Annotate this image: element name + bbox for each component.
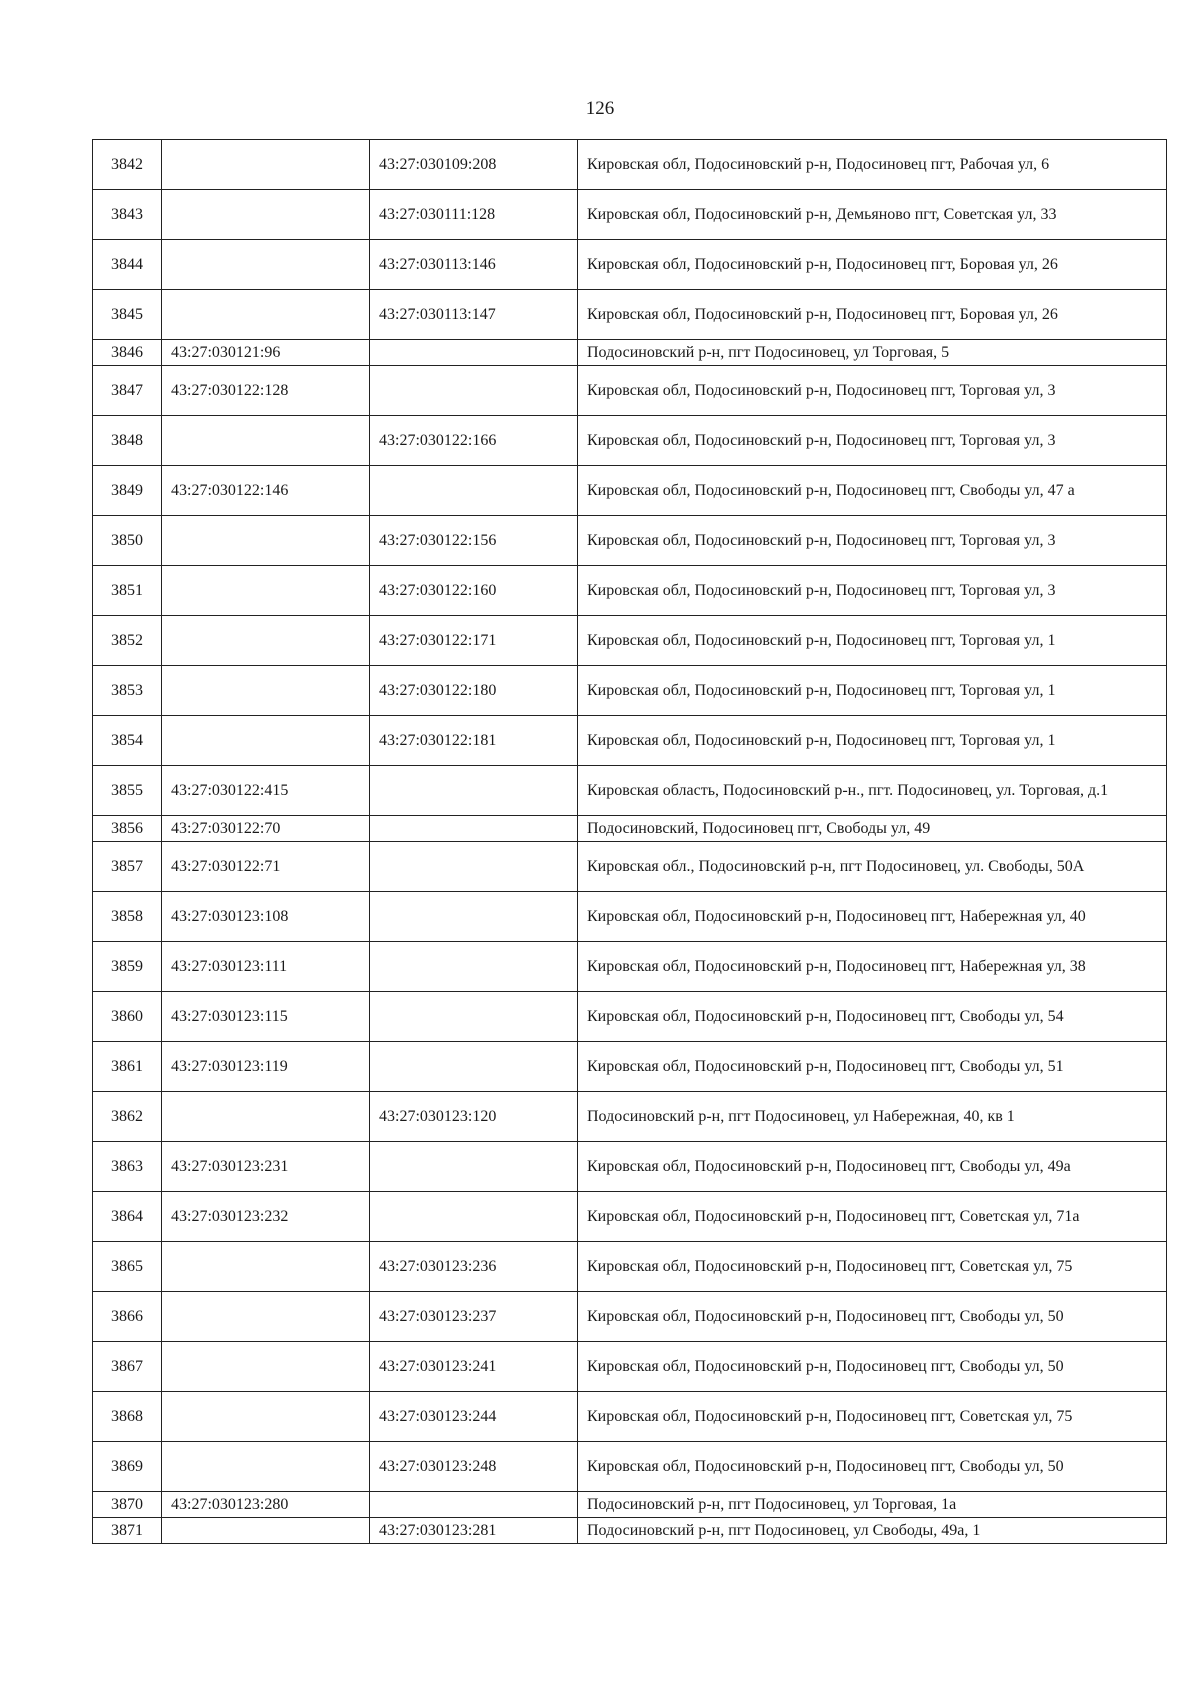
row-number-cell: 3864 — [93, 1192, 162, 1242]
table-row — [93, 240, 1167, 290]
cadastral-number-a-cell: 43:27:030123:108 — [162, 892, 370, 942]
row-number-cell: 3847 — [93, 366, 162, 416]
cadastral-number-a-cell — [162, 1518, 370, 1544]
address-cell: Кировская обл, Подосиновский р-н, Подосиновец пгт, Свободы ул, 47 а — [578, 466, 1167, 516]
table-row — [93, 1342, 1167, 1392]
cadastral-number-a-cell — [162, 1242, 370, 1292]
cadastral-number-b-cell — [370, 1042, 578, 1092]
table-row — [93, 140, 1167, 190]
row-number-cell: 3843 — [93, 190, 162, 240]
address-cell: Кировская область, Подосиновский р-н., пгт. Подосиновец, ул. Торговая, д.1 — [578, 766, 1167, 816]
cadastral-number-a-cell — [162, 666, 370, 716]
cadastral-number-b-cell: 43:27:030111:128 — [370, 190, 578, 240]
table-row — [93, 1042, 1167, 1092]
row-number-cell: 3857 — [93, 842, 162, 892]
row-number-cell: 3851 — [93, 566, 162, 616]
cadastral-number-b-cell — [370, 942, 578, 992]
cadastral-number-b-cell: 43:27:030122:171 — [370, 616, 578, 666]
row-number-cell: 3868 — [93, 1392, 162, 1442]
cadastral-number-b-cell: 43:27:030123:248 — [370, 1442, 578, 1492]
row-number-cell: 3848 — [93, 416, 162, 466]
address-cell: Кировская обл, Подосиновский р-н, Подосиновец пгт, Свободы ул, 51 — [578, 1042, 1167, 1092]
row-number-cell: 3860 — [93, 992, 162, 1042]
registry-table-body — [93, 140, 1167, 1544]
table-row — [93, 416, 1167, 466]
table-row — [93, 1092, 1167, 1142]
row-number-cell: 3846 — [93, 340, 162, 366]
row-number-cell: 3842 — [93, 140, 162, 190]
address-cell: Кировская обл, Подосиновский р-н, Подосиновец пгт, Свободы ул, 50 — [578, 1342, 1167, 1392]
table-row — [93, 1142, 1167, 1192]
address-cell: Подосиновский р-н, пгт Подосиновец, ул Набережная, 40, кв 1 — [578, 1092, 1167, 1142]
cadastral-number-b-cell — [370, 992, 578, 1042]
cadastral-number-a-cell: 43:27:030122:146 — [162, 466, 370, 516]
row-number-cell: 3866 — [93, 1292, 162, 1342]
row-number-cell: 3856 — [93, 816, 162, 842]
cadastral-number-a-cell: 43:27:030122:70 — [162, 816, 370, 842]
address-cell: Кировская обл, Подосиновский р-н, Подосиновец пгт, Свободы ул, 50 — [578, 1292, 1167, 1342]
cadastral-number-a-cell — [162, 1442, 370, 1492]
cadastral-number-b-cell: 43:27:030113:147 — [370, 290, 578, 340]
cadastral-number-a-cell: 43:27:030123:280 — [162, 1492, 370, 1518]
address-cell: Кировская обл, Подосиновский р-н, Подосиновец пгт, Торговая ул, 3 — [578, 516, 1167, 566]
table-row — [93, 190, 1167, 240]
row-number-cell: 3870 — [93, 1492, 162, 1518]
cadastral-number-a-cell — [162, 1092, 370, 1142]
cadastral-number-a-cell — [162, 1342, 370, 1392]
row-number-cell: 3871 — [93, 1518, 162, 1544]
cadastral-number-b-cell: 43:27:030122:181 — [370, 716, 578, 766]
address-cell: Кировская обл, Подосиновский р-н, Подосиновец пгт, Свободы ул, 54 — [578, 992, 1167, 1042]
address-cell: Кировская обл, Подосиновский р-н, Подосиновец пгт, Боровая ул, 26 — [578, 240, 1167, 290]
row-number-cell: 3858 — [93, 892, 162, 942]
cadastral-number-a-cell: 43:27:030123:232 — [162, 1192, 370, 1242]
address-cell: Подосиновский р-н, пгт Подосиновец, ул Торговая, 1а — [578, 1492, 1167, 1518]
cadastral-number-a-cell — [162, 1292, 370, 1342]
cadastral-number-b-cell — [370, 1142, 578, 1192]
cadastral-number-a-cell: 43:27:030123:115 — [162, 992, 370, 1042]
cadastral-number-a-cell — [162, 240, 370, 290]
address-cell: Кировская обл, Подосиновский р-н, Подосиновец пгт, Набережная ул, 40 — [578, 892, 1167, 942]
cadastral-number-a-cell: 43:27:030123:119 — [162, 1042, 370, 1092]
cadastral-number-a-cell — [162, 516, 370, 566]
cadastral-number-b-cell: 43:27:030123:244 — [370, 1392, 578, 1442]
address-cell: Кировская обл, Подосиновский р-н, Подосиновец пгт, Свободы ул, 49а — [578, 1142, 1167, 1192]
cadastral-number-b-cell: 43:27:030122:180 — [370, 666, 578, 716]
row-number-cell: 3850 — [93, 516, 162, 566]
row-number-cell: 3855 — [93, 766, 162, 816]
address-cell: Кировская обл, Подосиновский р-н, Подосиновец пгт, Свободы ул, 50 — [578, 1442, 1167, 1492]
address-cell: Кировская обл, Подосиновский р-н, Подосиновец пгт, Рабочая ул, 6 — [578, 140, 1167, 190]
address-cell: Кировская обл, Подосиновский р-н, Подосиновец пгт, Боровая ул, 26 — [578, 290, 1167, 340]
cadastral-number-b-cell: 43:27:030122:166 — [370, 416, 578, 466]
table-row — [93, 616, 1167, 666]
address-cell: Подосиновский, Подосиновец пгт, Свободы ул, 49 — [578, 816, 1167, 842]
registry-table — [92, 139, 1167, 1544]
address-cell: Кировская обл, Подосиновский р-н, Подосиновец пгт, Советская ул, 75 — [578, 1242, 1167, 1292]
cadastral-number-b-cell — [370, 842, 578, 892]
cadastral-number-a-cell: 43:27:030122:415 — [162, 766, 370, 816]
cadastral-number-b-cell: 43:27:030123:120 — [370, 1092, 578, 1142]
row-number-cell: 3852 — [93, 616, 162, 666]
table-row — [93, 1192, 1167, 1242]
cadastral-number-a-cell — [162, 290, 370, 340]
table-row — [93, 1492, 1167, 1518]
cadastral-number-b-cell: 43:27:030122:156 — [370, 516, 578, 566]
table-row — [93, 1392, 1167, 1442]
cadastral-number-b-cell: 43:27:030122:160 — [370, 566, 578, 616]
row-number-cell: 3869 — [93, 1442, 162, 1492]
cadastral-number-b-cell — [370, 466, 578, 516]
address-cell: Кировская обл, Подосиновский р-н, Подосиновец пгт, Торговая ул, 3 — [578, 416, 1167, 466]
cadastral-number-a-cell — [162, 566, 370, 616]
address-cell: Кировская обл, Подосиновский р-н, Подосиновец пгт, Советская ул, 71а — [578, 1192, 1167, 1242]
row-number-cell: 3853 — [93, 666, 162, 716]
table-row — [93, 842, 1167, 892]
table-row — [93, 816, 1167, 842]
address-cell: Кировская обл, Подосиновский р-н, Подосиновец пгт, Набережная ул, 38 — [578, 942, 1167, 992]
cadastral-number-b-cell — [370, 340, 578, 366]
row-number-cell: 3862 — [93, 1092, 162, 1142]
table-row — [93, 516, 1167, 566]
address-cell: Кировская обл., Подосиновский р-н, пгт Подосиновец, ул. Свободы, 50А — [578, 842, 1167, 892]
table-row — [93, 1242, 1167, 1292]
cadastral-number-a-cell: 43:27:030123:231 — [162, 1142, 370, 1192]
address-cell: Кировская обл, Подосиновский р-н, Демьяново пгт, Советская ул, 33 — [578, 190, 1167, 240]
table-row — [93, 1518, 1167, 1544]
cadastral-number-a-cell — [162, 190, 370, 240]
cadastral-number-b-cell: 43:27:030113:146 — [370, 240, 578, 290]
page-number: 126 — [585, 98, 615, 119]
cadastral-number-b-cell — [370, 1492, 578, 1518]
cadastral-number-a-cell — [162, 416, 370, 466]
cadastral-number-a-cell: 43:27:030122:128 — [162, 366, 370, 416]
address-cell: Подосиновский р-н, пгт Подосиновец, ул Торговая, 5 — [578, 340, 1167, 366]
row-number-cell: 3863 — [93, 1142, 162, 1192]
address-cell: Кировская обл, Подосиновский р-н, Подосиновец пгт, Торговая ул, 1 — [578, 716, 1167, 766]
row-number-cell: 3861 — [93, 1042, 162, 1092]
table-row — [93, 1442, 1167, 1492]
table-row — [93, 366, 1167, 416]
cadastral-number-b-cell: 43:27:030109:208 — [370, 140, 578, 190]
cadastral-number-a-cell: 43:27:030123:111 — [162, 942, 370, 992]
cadastral-number-b-cell: 43:27:030123:241 — [370, 1342, 578, 1392]
cadastral-number-b-cell — [370, 816, 578, 842]
table-row — [93, 340, 1167, 366]
table-row — [93, 290, 1167, 340]
cadastral-number-b-cell — [370, 1192, 578, 1242]
cadastral-number-b-cell: 43:27:030123:281 — [370, 1518, 578, 1544]
row-number-cell: 3865 — [93, 1242, 162, 1292]
cadastral-number-a-cell — [162, 140, 370, 190]
row-number-cell: 3849 — [93, 466, 162, 516]
address-cell: Кировская обл, Подосиновский р-н, Подосиновец пгт, Советская ул, 75 — [578, 1392, 1167, 1442]
cadastral-number-a-cell: 43:27:030122:71 — [162, 842, 370, 892]
table-row — [93, 666, 1167, 716]
table-row — [93, 992, 1167, 1042]
cadastral-number-b-cell — [370, 366, 578, 416]
address-cell: Подосиновский р-н, пгт Подосиновец, ул Свободы, 49а, 1 — [578, 1518, 1167, 1544]
cadastral-number-b-cell — [370, 892, 578, 942]
table-row — [93, 766, 1167, 816]
address-cell: Кировская обл, Подосиновский р-н, Подосиновец пгт, Торговая ул, 1 — [578, 616, 1167, 666]
cadastral-number-a-cell — [162, 616, 370, 666]
table-row — [93, 566, 1167, 616]
table-row — [93, 942, 1167, 992]
table-row — [93, 1292, 1167, 1342]
row-number-cell: 3844 — [93, 240, 162, 290]
row-number-cell: 3867 — [93, 1342, 162, 1392]
row-number-cell: 3854 — [93, 716, 162, 766]
cadastral-number-a-cell — [162, 716, 370, 766]
cadastral-number-a-cell: 43:27:030121:96 — [162, 340, 370, 366]
table-row — [93, 466, 1167, 516]
table-row — [93, 892, 1167, 942]
address-cell: Кировская обл, Подосиновский р-н, Подосиновец пгт, Торговая ул, 1 — [578, 666, 1167, 716]
row-number-cell: 3845 — [93, 290, 162, 340]
cadastral-number-a-cell — [162, 1392, 370, 1442]
address-cell: Кировская обл, Подосиновский р-н, Подосиновец пгт, Торговая ул, 3 — [578, 566, 1167, 616]
cadastral-number-b-cell: 43:27:030123:236 — [370, 1242, 578, 1292]
row-number-cell: 3859 — [93, 942, 162, 992]
address-cell: Кировская обл, Подосиновский р-н, Подосиновец пгт, Торговая ул, 3 — [578, 366, 1167, 416]
table-row — [93, 716, 1167, 766]
cadastral-number-b-cell: 43:27:030123:237 — [370, 1292, 578, 1342]
cadastral-number-b-cell — [370, 766, 578, 816]
